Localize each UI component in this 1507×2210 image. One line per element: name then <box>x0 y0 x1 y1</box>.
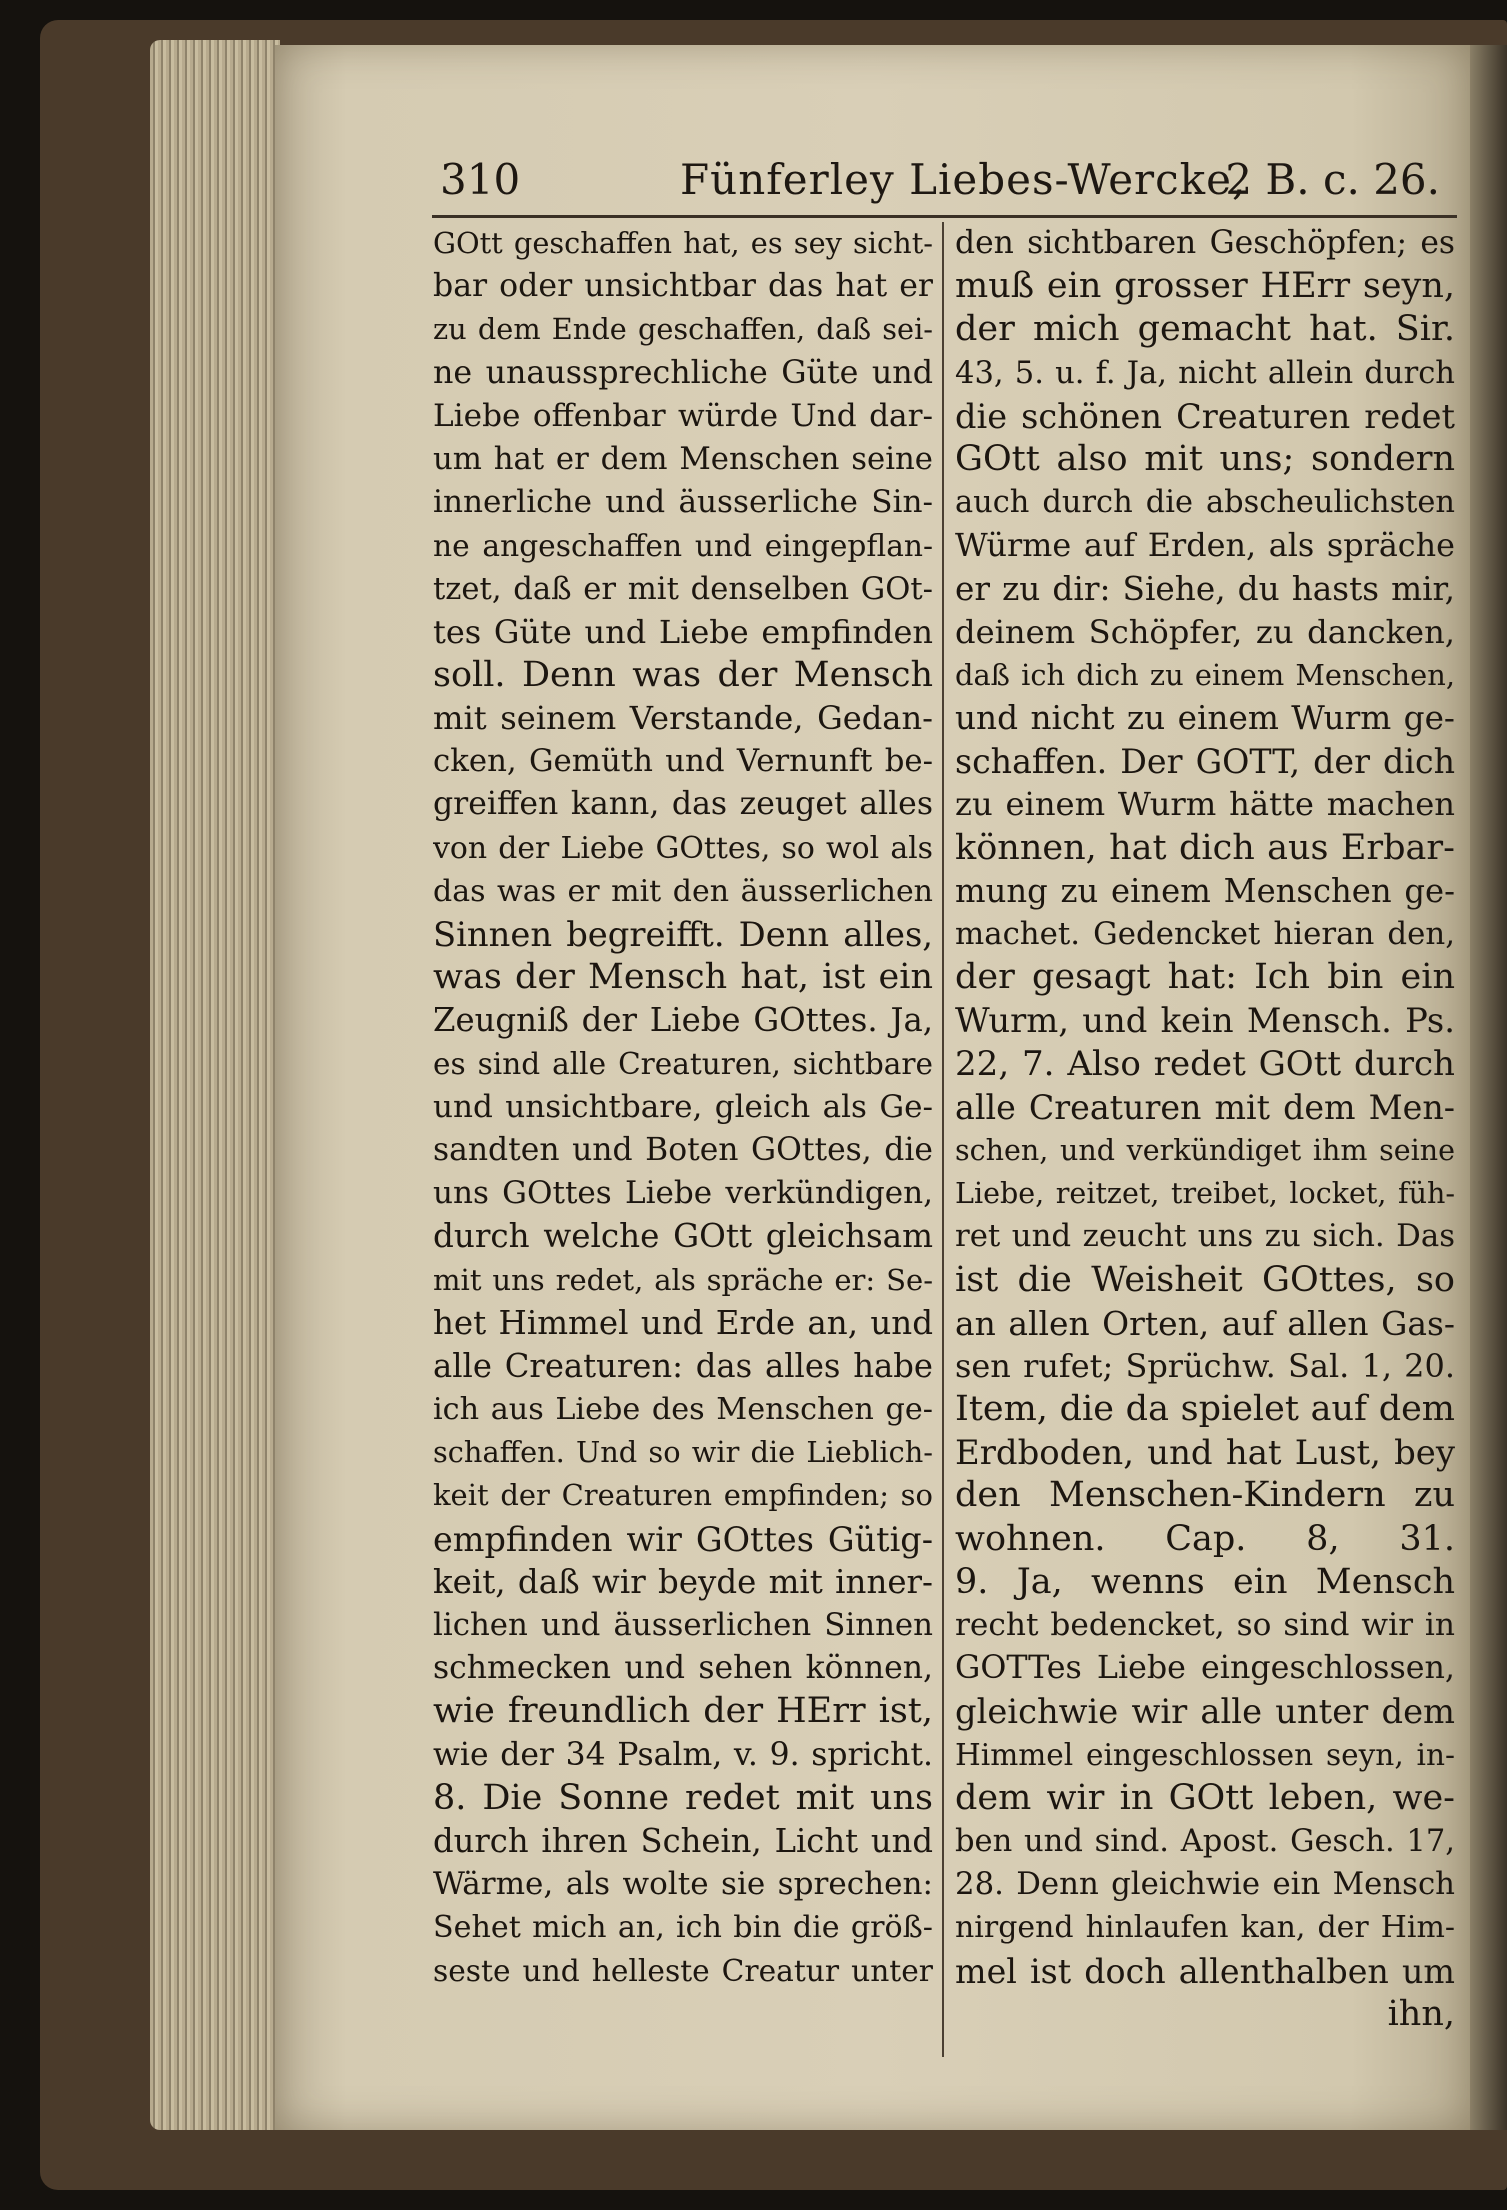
text-line: alle Creaturen mit dem Men- <box>955 1087 1455 1127</box>
text-line: durch welche GOtt gleichsam <box>433 1217 933 1256</box>
text-line: Zeugniß der Liebe GOttes. Ja, <box>433 1001 933 1040</box>
text-line: daß ich dich zu einem Menschen, <box>955 657 1455 692</box>
text-line: Sinnen begreifft. Denn alles, <box>433 915 933 954</box>
text-line: schaffen. Der GOTT, der dich <box>955 742 1455 782</box>
text-line: GOtt geschaffen hat, es sey sicht- <box>433 226 933 260</box>
text-line: Wärme, als wolte sie sprechen: <box>433 1866 933 1903</box>
text-line: an allen Orten, auf allen Gas- <box>955 1303 1455 1343</box>
text-line: sandten und Boten GOttes, die <box>433 1131 933 1168</box>
text-line: wie der 34 Psalm, v. 9. spricht. <box>433 1736 933 1773</box>
text-line: er zu dir: Siehe, du hasts mir, <box>955 569 1455 608</box>
text-line: bar oder unsichtbar das hat er <box>433 268 933 305</box>
text-line: Item, die da spielet auf dem <box>955 1389 1455 1430</box>
text-line: wohnen. Cap. 8, 31. <box>955 1518 1455 1559</box>
text-line: ich aus Liebe des Menschen ge- <box>433 1392 933 1428</box>
text-line: Liebe, reitzet, treibet, locket, füh- <box>955 1176 1455 1211</box>
text-line: nirgend hinlaufen kan, der Him- <box>955 1910 1455 1946</box>
text-line: können, hat dich aus Erbar- <box>955 827 1455 868</box>
text-line: 8. Die Sonne redet mit uns <box>433 1777 933 1818</box>
text-line: GOTTes Liebe eingeschlossen, <box>955 1650 1455 1687</box>
text-line: tes Güte und Liebe empfinden <box>433 612 933 651</box>
column-divider <box>942 222 944 2057</box>
text-line: es sind alle Creaturen, sichtbare <box>433 1046 933 1081</box>
text-line: 43, 5. u. f. Ja, nicht allein durch <box>955 355 1455 391</box>
text-line: den sichtbaren Geschöpfen; es <box>955 225 1455 261</box>
text-line: deinem Schöpfer, zu dancken, <box>955 612 1455 651</box>
text-line: seste und helleste Creatur unter <box>433 1953 933 1989</box>
text-line: schmecken und sehen können, <box>433 1650 933 1687</box>
text-line: soll. Denn was der Mensch <box>433 654 933 695</box>
text-line: um hat er dem Menschen seine <box>433 440 933 477</box>
text-line: von der Liebe GOttes, so wol als <box>433 830 933 866</box>
text-line: lichen und äusserlichen Sinnen <box>433 1607 933 1643</box>
text-line: ne angeschaffen und eingepflan- <box>433 528 933 564</box>
text-line: Wurm, und kein Mensch. Ps. <box>955 1001 1455 1041</box>
text-line: keit, daß wir beyde mit inner- <box>433 1562 933 1601</box>
text-line: het Himmel und Erde an, und <box>433 1303 933 1342</box>
text-line: ne unaussprechliche Güte und <box>433 354 933 391</box>
text-line: dem wir in GOtt leben, we- <box>955 1777 1455 1818</box>
text-line: 28. Denn gleichwie ein Mensch <box>955 1866 1455 1903</box>
text-line: ben und sind. Apost. Gesch. 17, <box>955 1823 1455 1859</box>
text-line: auch durch die abscheulichsten <box>955 485 1455 521</box>
text-line: mit uns redet, als spräche er: Se- <box>433 1262 933 1297</box>
text-line: den Menschen-Kindern zu <box>955 1475 1455 1516</box>
text-line: Sehet mich an, ich bin die größ- <box>433 1910 933 1946</box>
text-line: GOtt also mit uns; sondern <box>955 438 1455 479</box>
page-number: 310 <box>440 155 521 204</box>
text-line: sen rufet; Sprüchw. Sal. 1, 20. <box>955 1346 1455 1385</box>
text-line: und unsichtbare, gleich als Ge- <box>433 1088 933 1125</box>
text-line: tzet, daß er mit denselben GOt- <box>433 571 933 607</box>
text-line: uns GOttes Liebe verkündigen, <box>433 1175 933 1212</box>
text-line: die schönen Creaturen redet <box>955 396 1455 436</box>
text-line: 9. Ja, wenns ein Mensch <box>955 1561 1455 1602</box>
page-edges <box>150 40 280 2130</box>
text-line: und nicht zu einem Wurm ge- <box>955 699 1455 738</box>
text-line: muß ein grosser HErr seyn, <box>955 266 1455 307</box>
text-line: zu dem Ende geschaffen, daß sei- <box>433 312 933 347</box>
text-line: schaffen. Und so wir die Lieblich- <box>433 1435 933 1470</box>
text-line: greiffen kann, das zeuget alles <box>433 786 933 823</box>
text-line: innerliche und äusserliche Sin- <box>433 484 933 521</box>
page-header <box>440 150 1460 210</box>
book-gutter <box>1470 45 1507 2130</box>
text-line: machet. Gedencket hieran den, <box>955 916 1455 952</box>
text-line: keit der Creaturen empfinden; so <box>433 1478 933 1513</box>
text-line: der gesagt hat: Ich bin ein <box>955 957 1455 998</box>
text-line: mung zu einem Menschen ge- <box>955 871 1455 910</box>
text-line: gleichwie wir alle unter dem <box>955 1692 1455 1732</box>
chapter-reference: 2 B. c. 26. <box>1225 155 1440 204</box>
text-line: Erdboden, und hat Lust, bey <box>955 1433 1455 1473</box>
text-line: wie freundlich der HErr ist, <box>433 1691 933 1732</box>
text-line: der mich gemacht hat. Sir. <box>955 309 1455 350</box>
text-line: 22, 7. Also redet GOtt durch <box>955 1043 1455 1084</box>
text-line: ret und zeucht uns zu sich. Das <box>955 1218 1455 1255</box>
text-line: alle Creaturen: das alles habe <box>433 1346 933 1385</box>
text-line: Himmel eingeschlossen seyn, in- <box>955 1737 1455 1772</box>
text-line: zu einem Wurm hätte machen <box>955 785 1455 824</box>
header-rule <box>432 215 1457 218</box>
text-line: cken, Gemüth und Vernunft be- <box>433 743 933 780</box>
text-line: ist die Weisheit GOttes, so <box>955 1259 1455 1300</box>
left-text-column <box>433 222 933 2062</box>
text-line: das was er mit den äusserlichen <box>433 873 933 909</box>
text-line: durch ihren Schein, Licht und <box>433 1821 933 1860</box>
text-line: was der Mensch hat, ist ein <box>433 957 933 998</box>
text-line: mel ist doch allenthalben um <box>955 1951 1455 1991</box>
text-line: mit seinem Verstande, Gedan- <box>433 699 933 738</box>
text-line: empfinden wir GOttes Gütig- <box>433 1519 933 1559</box>
text-line: schen, und verkündiget ihm seine <box>955 1133 1455 1167</box>
running-title: Fünferley Liebes-Wercke, <box>680 155 1247 204</box>
text-line: ihn, <box>1387 1993 1455 2034</box>
text-line: Liebe offenbar würde Und dar- <box>433 397 933 434</box>
right-text-column <box>955 222 1455 2062</box>
text-line: Würme auf Erden, als spräche <box>955 526 1455 565</box>
text-line: recht bedencket, so sind wir in <box>955 1607 1455 1643</box>
